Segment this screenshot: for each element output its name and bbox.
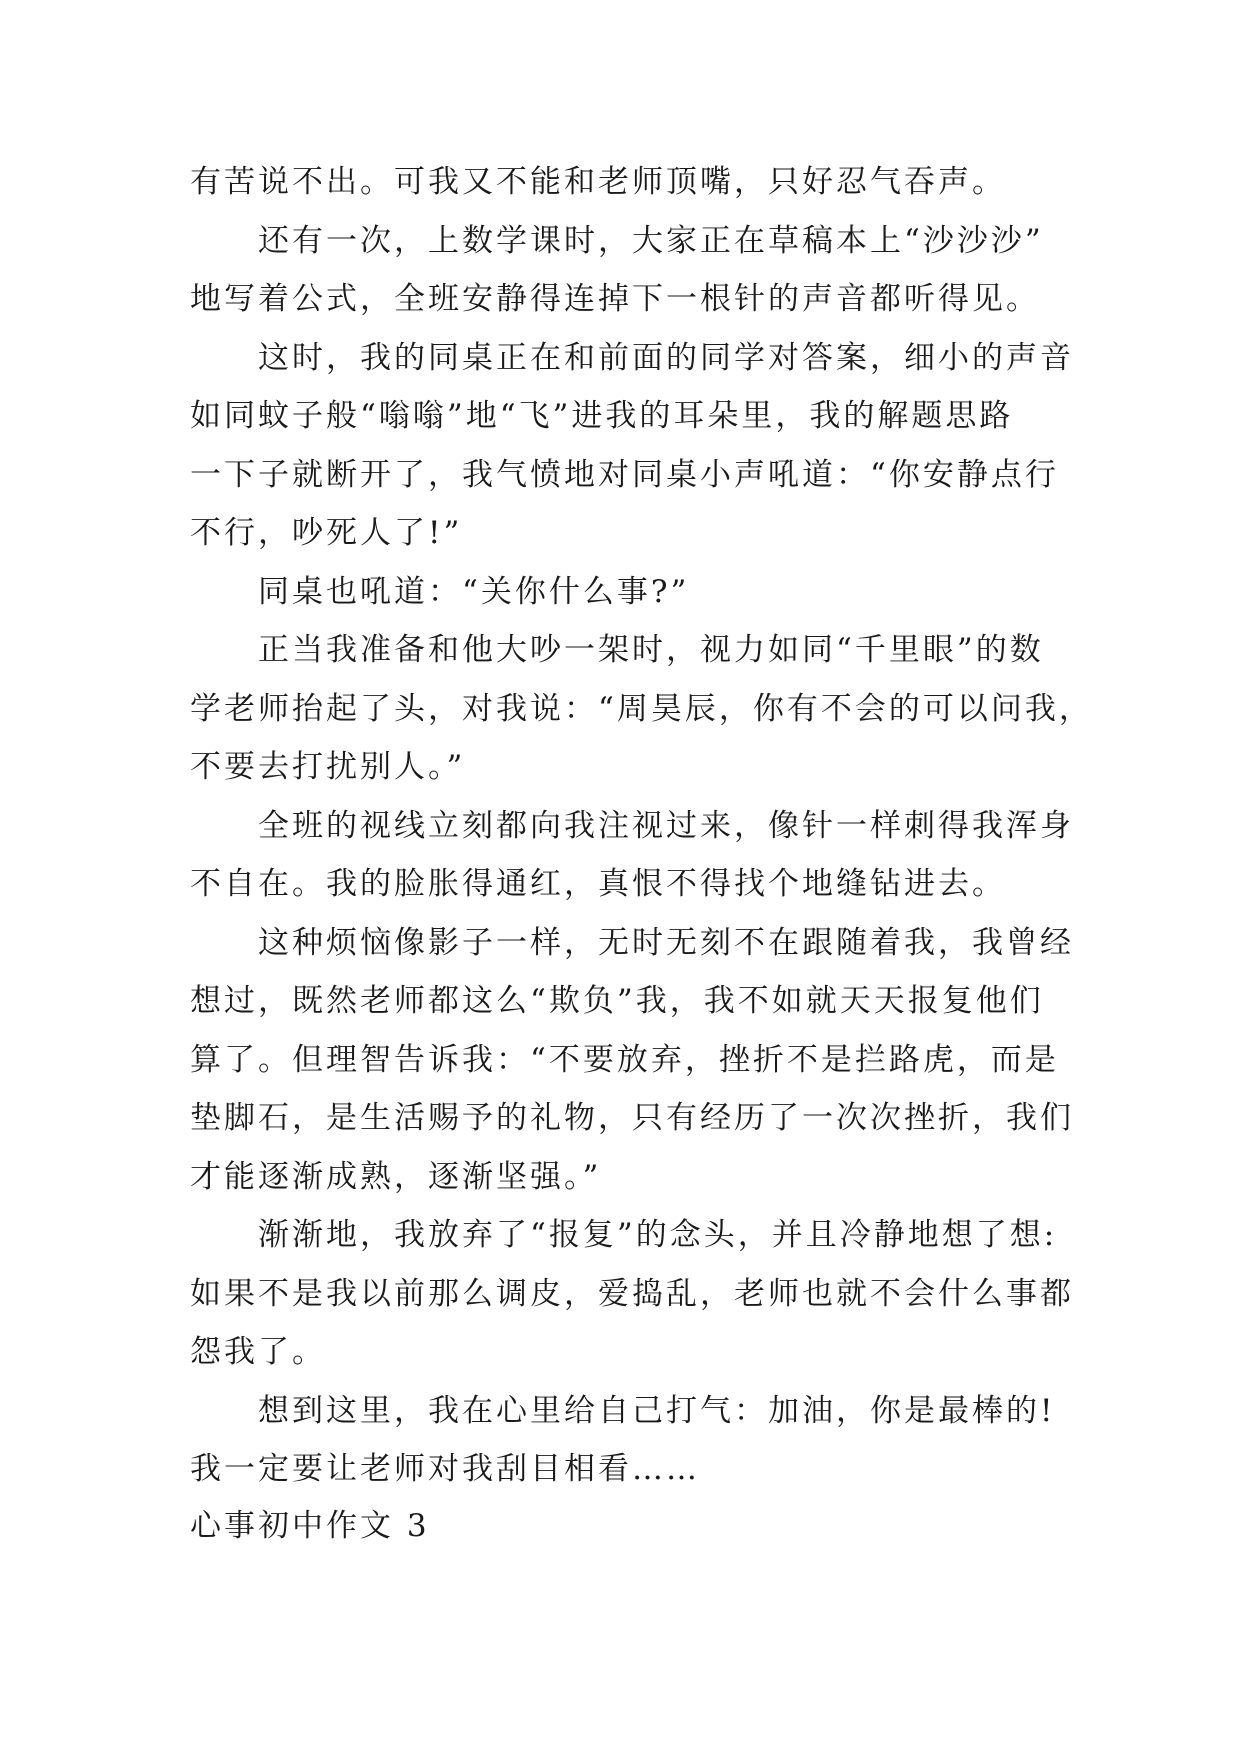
paragraph-line: 这时，我的同桌正在和前面的同学对答案，细小的声音	[258, 339, 1074, 376]
paragraph	[190, 563, 1070, 622]
paragraph	[190, 153, 1070, 212]
paragraph	[190, 1382, 1070, 1499]
paragraph-line: 还有一次，上数学课时，大家正在草稿本上“沙沙沙”	[258, 222, 1044, 259]
paragraph	[190, 797, 1074, 914]
paragraph-line: 才能逐渐成熟，逐渐坚强。”	[190, 1158, 602, 1195]
section-heading: 心事初中作文 3	[190, 1507, 430, 1544]
paragraph-line: 全班的视线立刻都向我注视过来，像针一样刺得我浑身	[258, 807, 1074, 844]
paragraph	[190, 1206, 1074, 1382]
paragraph-line: 如同蚊子般“嗡嗡”地“飞”进我的耳朵里，我的解题思路	[190, 398, 1014, 434]
paragraph-line: 怨我了。	[190, 1334, 326, 1370]
paragraph-line: 地写着公式，全班安静得连掉下一根针的声音都听得见。	[190, 281, 1040, 317]
paragraph	[190, 621, 1093, 797]
paragraph-line: 不行，吵死人了!”	[190, 515, 463, 551]
paragraph	[190, 212, 1070, 329]
paragraph-line: 我一定要让老师对我刮目相看……	[190, 1451, 700, 1487]
paragraph-line: 不要去打扰别人。”	[190, 749, 466, 785]
paragraph-line: 渐渐地，我放弃了“报复”的念头，并且冷静地想了想:	[258, 1217, 1058, 1253]
paragraph-line: 同桌也吼道：“关你什么事?”	[258, 573, 690, 610]
paragraph	[190, 914, 1074, 1207]
paragraph-line: 学老师抬起了头，对我说：“周昊辰，你有不会的可以问我，	[190, 690, 1093, 727]
paragraph-line: 如果不是我以前那么调皮，爱捣乱，老师也就不会什么事都	[190, 1275, 1074, 1312]
paragraph-line: 不自在。我的脸胀得通红，真恨不得找个地缝钻进去。	[190, 866, 1006, 902]
document-body	[190, 153, 1093, 1555]
paragraph-line: 想到这里，我在心里给自己打气：加油，你是最棒的!	[258, 1392, 1056, 1429]
paragraph-line: 这种烦恼像影子一样，无时无刻不在跟随着我，我曾经	[258, 924, 1074, 961]
paragraph	[190, 329, 1074, 563]
paragraph-line: 一下子就断开了，我气愤地对同桌小声吼道：“你安静点行	[190, 456, 1059, 493]
paragraph-line: 垫脚石，是生活赐予的礼物，只有经历了一次次挫折，我们	[190, 1100, 1074, 1136]
paragraph-line: 算了。但理智告诉我：“不要放弃，挫折不是拦路虎，而是	[190, 1041, 1059, 1078]
paragraph-line: 正当我准备和他大吵一架时，视力如同“千里眼”的数	[258, 632, 1044, 668]
paragraph-line: 有苦说不出。可我又不能和老师顶嘴，只好忍气吞声。	[190, 164, 1006, 200]
paragraph-line: 想过，既然老师都这么“欺负”我，我不如就天天报复他们	[190, 983, 1044, 1019]
